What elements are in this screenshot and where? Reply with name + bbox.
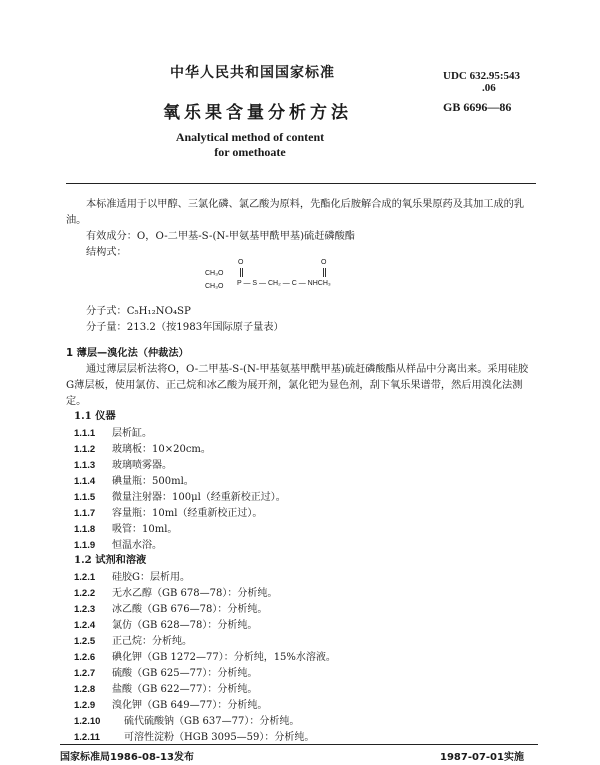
issue-date: 国家标准局1986-08-13发布 [60, 752, 194, 763]
principle-paragraph: 通过薄层层析法将O，O-二甲基-S-(N-甲基氨基甲酰甲基)硫赶磷酸酯从样品中分离出来。采用硅胶G薄层板，使用氯仿、正己烷和冰乙酸为展开剂，氯化钯为显色剂，刮下氧乐果谱带，然后用溴化法测定。 [66, 364, 529, 407]
item-text: 恒温水浴。 [112, 540, 162, 551]
list-item [74, 728, 314, 743]
item-text: 微量注射器：100μl（经重新校正过）。 [112, 492, 286, 503]
gb-number: GB 6696—86 [443, 100, 512, 114]
list-item [74, 488, 286, 503]
molecular-formula-label: 分子式： [86, 306, 127, 317]
double-bond-right [323, 268, 324, 277]
item-number: 1.1.4 [74, 476, 96, 487]
effective-date: 1987-07-01实施 [440, 752, 524, 763]
double-bond-left-2 [242, 268, 243, 277]
item-text: 溴化钾（GB 649—77）：分析纯。 [112, 700, 268, 711]
list-item [74, 680, 257, 695]
item-text: 氯仿（GB 628—78）：分析纯。 [112, 620, 258, 631]
list-item [74, 536, 162, 551]
list-item [74, 424, 152, 439]
molecular-weight: 分子量：213.2（按1983年国际原子量表） [86, 322, 284, 333]
national-standard-title: 中华人民共和国国家标准 [170, 65, 335, 81]
item-text: 吸管：10ml。 [112, 524, 178, 535]
double-bond-left [240, 268, 241, 277]
list-item [74, 504, 262, 519]
list-item [74, 520, 177, 535]
scope-paragraph: 本标准适用于以甲醇、三氯化磷、氯乙酸为原料，先酯化后胺解合成的氧乐果原药及其加工成的乳油。 [66, 199, 525, 226]
item-number: 1.2.7 [74, 668, 96, 679]
udc-number-suffix: .06 [482, 82, 496, 94]
item-number: 1.1.9 [74, 540, 96, 551]
item-text: 碘化钾（GB 1272—77）：分析纯，15%水溶液。 [112, 652, 336, 663]
item-text: 碘量瓶：500ml。 [112, 476, 194, 487]
item-number: 1.2.6 [74, 652, 96, 663]
item-number: 1.2.5 [74, 636, 96, 647]
item-text: 层析缸。 [112, 428, 152, 439]
list-item [74, 648, 336, 663]
list-item [74, 584, 277, 599]
item-number: 1.1.5 [74, 492, 96, 503]
english-title-line2: for omethoate [214, 145, 286, 159]
molecular-formula-row [86, 304, 191, 320]
item-number: 1.1.7 [74, 508, 96, 519]
item-number: 1.1.1 [74, 428, 96, 439]
instruments-heading: 1.1 仪器 [74, 410, 116, 422]
english-title-line1: Analytical method of content [175, 130, 325, 144]
methoxy-top: CH₃O [205, 270, 224, 277]
item-text: 玻璃板：10×20cm。 [112, 444, 211, 455]
item-number: 1.2.3 [74, 604, 96, 615]
structure-label: 结构式： [86, 247, 127, 258]
item-number: 1.2.2 [74, 588, 96, 599]
item-text: 可溶性淀粉（HGB 3095—59）：分析纯。 [124, 732, 315, 743]
list-item [74, 568, 190, 583]
footer-rule [60, 744, 538, 745]
item-number: 1.1.8 [74, 524, 96, 535]
list-item [74, 632, 192, 647]
methoxy-bottom: CH₃O [205, 283, 224, 290]
list-item [74, 472, 194, 487]
list-item [74, 696, 267, 711]
carbonyl-oxygen-right: O [321, 259, 327, 266]
item-number: 1.2.11 [74, 732, 100, 743]
item-text: 硅胶G：层析用。 [112, 572, 190, 583]
molecular-formula: C₅H₁₂NO₄SP [126, 306, 191, 317]
list-item [74, 616, 257, 631]
reagents-heading: 1.2 试剂和溶液 [74, 554, 147, 566]
list-item [74, 456, 172, 471]
double-bond-right-2 [325, 268, 326, 277]
item-number: 1.2.4 [74, 620, 96, 631]
item-number: 1.2.1 [74, 572, 96, 583]
list-item [74, 440, 211, 455]
item-text: 正己烷：分析纯。 [112, 636, 192, 647]
list-item [74, 712, 299, 727]
item-text: 无水乙醇（GB 678—78）：分析纯。 [112, 588, 278, 599]
list-item [74, 664, 257, 679]
item-text: 冰乙酸（GB 676—78）：分析纯。 [112, 604, 268, 615]
item-text: 盐酸（GB 622—77）：分析纯。 [112, 684, 258, 695]
document-title: 氧乐果含量分析方法 [163, 103, 352, 123]
item-text: 玻璃喷雾器。 [112, 460, 172, 471]
udc-number: UDC 632.95:543 [443, 70, 520, 82]
item-number: 1.2.8 [74, 684, 96, 695]
active-ingredient: 有效成分：O，O-二甲基-S-(N-甲氨基甲酰甲基)硫赶磷酸酯 [86, 231, 355, 242]
item-number: 1.2.9 [74, 700, 96, 711]
header-rule [66, 183, 536, 184]
item-text: 硫代硫酸钠（GB 637—77）：分析纯。 [124, 716, 300, 727]
item-number: 1.1.3 [74, 460, 96, 471]
item-number: 1.2.10 [74, 716, 101, 727]
item-text: 容量瓶：10ml（经重新校正过）。 [112, 508, 263, 519]
item-number: 1.1.2 [74, 444, 96, 455]
list-item [74, 600, 267, 615]
item-text: 硫酸（GB 625—77）：分析纯。 [112, 668, 258, 679]
carbonyl-oxygen-left: O [238, 259, 244, 266]
formula-chain: P — S — CH₂ — C — NHCH₃ [237, 280, 331, 287]
section-1-heading: 1 薄层—溴化法（仲裁法） [66, 348, 189, 359]
